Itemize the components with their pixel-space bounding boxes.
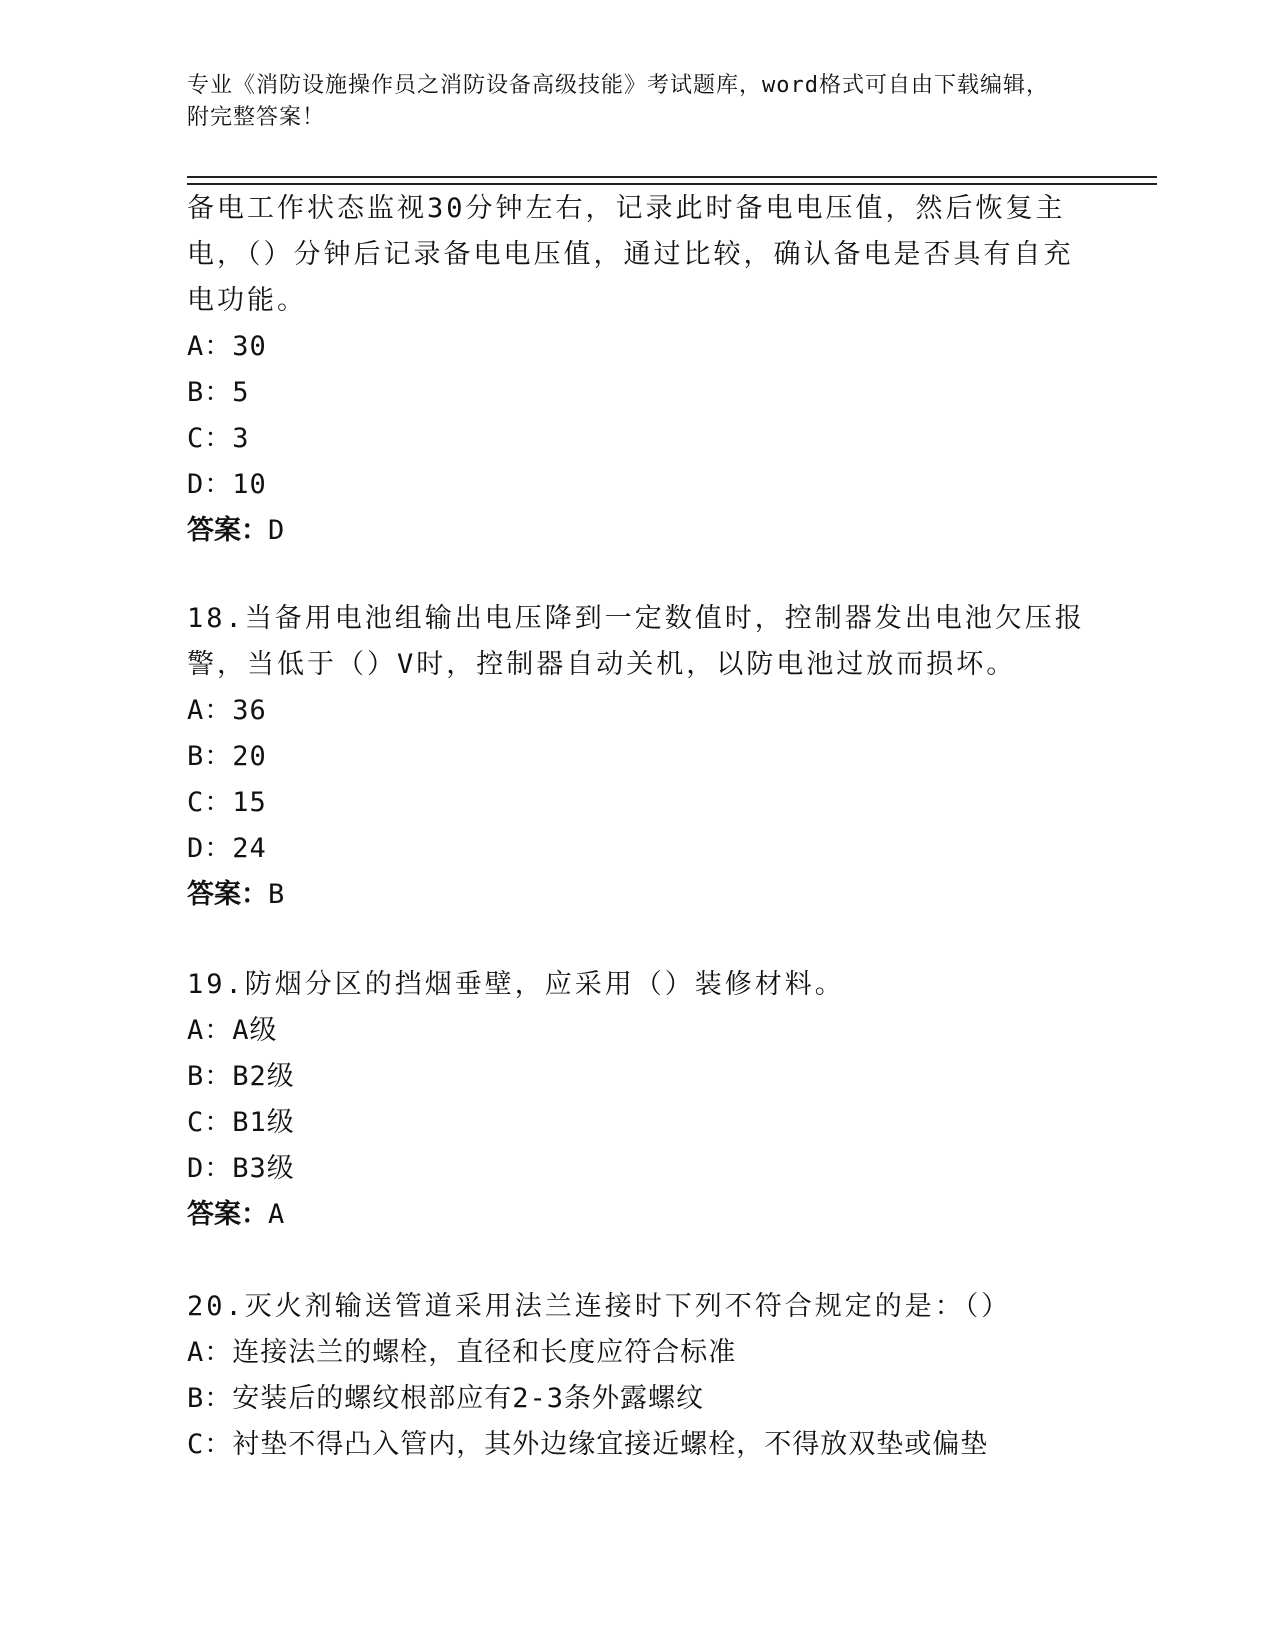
question-20 (187, 1284, 1087, 1468)
header-rule-bottom (187, 183, 1157, 185)
answer-value: A (268, 1199, 285, 1230)
answer-label: 答案： (187, 515, 268, 546)
option-d: D：B3级 (187, 1153, 295, 1184)
option-b: B：安装后的螺纹根部应有2-3条外露螺纹 (187, 1383, 705, 1414)
option-a: A：30 (187, 331, 267, 362)
answer-label: 答案： (187, 1199, 268, 1230)
option-c: C：衬垫不得凸入管内，其外边缘宜接近螺栓，不得放双垫或偏垫 (187, 1429, 989, 1460)
question-stem: 备电工作状态监视30分钟左右，记录此时备电电压值，然后恢复主电，（）分钟后记录备电电压值，通过比较，确认备电是否具有自充电功能。 (187, 193, 1074, 316)
option-d: D：10 (187, 469, 267, 500)
answer-line (187, 508, 1087, 554)
option-b: B：20 (187, 741, 267, 772)
document-header: 专业《消防设施操作员之消防设备高级技能》考试题库，word格式可自由下载编辑，附完整答案！ (187, 73, 1049, 130)
option-a: A：36 (187, 695, 267, 726)
option-c: C：3 (187, 423, 250, 454)
option-a: A：A级 (187, 1015, 278, 1046)
answer-line (187, 1192, 1087, 1238)
answer-label: 答案： (187, 879, 268, 910)
answer-value: D (268, 515, 285, 546)
answer-value: B (268, 879, 285, 910)
option-d: D：24 (187, 833, 267, 864)
question-17 (187, 186, 1087, 554)
option-c: C：15 (187, 787, 267, 818)
question-19 (187, 962, 1087, 1238)
question-stem: 20.灭火剂输送管道采用法兰连接时下列不符合规定的是：（） (187, 1291, 1012, 1322)
question-stem: 18.当备用电池组输出电压降到一定数值时，控制器发出电池欠压报警，当低于（）V时，控制器自动关机，以防电池过放而损坏。 (187, 603, 1085, 680)
option-c: C：B1级 (187, 1107, 295, 1138)
answer-line (187, 872, 1087, 918)
option-b: B：B2级 (187, 1061, 295, 1092)
question-stem: 19.防烟分区的挡烟垂壁，应采用（）装修材料。 (187, 969, 845, 1000)
option-b: B：5 (187, 377, 250, 408)
option-a: A：连接法兰的螺栓，直径和长度应符合标准 (187, 1337, 737, 1368)
question-18 (187, 596, 1087, 918)
header-rule-top (187, 176, 1157, 178)
